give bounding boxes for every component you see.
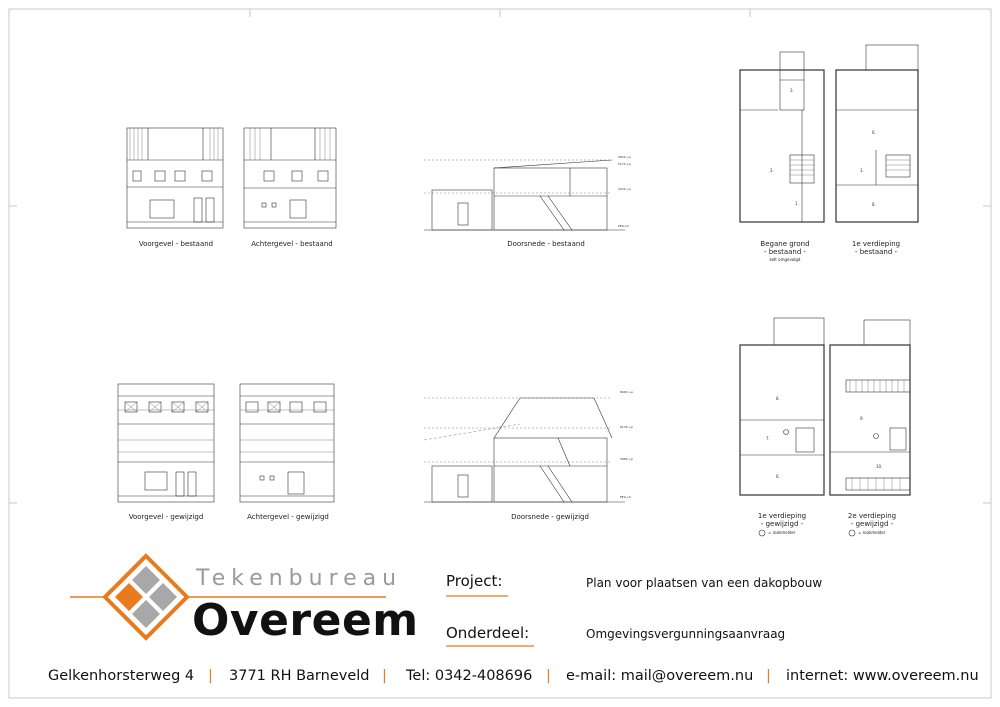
svg-text:8660 +p: 8660 +p (620, 390, 634, 394)
footer-address: Gelkenhorsterweg 4 (48, 668, 195, 684)
svg-text:1.: 1. (860, 168, 864, 173)
label-2e-verdieping-gewijzigd-line1: 2e verdieping (847, 512, 897, 520)
eerste-verdieping-bestaand-drawing (836, 45, 918, 222)
svg-text:6130 +p: 6130 +p (620, 425, 634, 429)
label-begane-grond-line1: Begane grond (760, 240, 810, 248)
svg-text:3220 +p: 3220 +p (618, 187, 632, 191)
tweede-verdieping-gewijzigd-drawing (830, 320, 910, 536)
onderdeel-label: Onderdeel: (446, 624, 530, 642)
label-begane-grond-note: kelt omgevolgd (769, 257, 801, 262)
onderdeel-value: Omgevingsvergunningsaanvraag (586, 627, 786, 641)
svg-text:10.: 10. (876, 464, 883, 469)
footer-city: 3771 RH Barneveld (229, 668, 370, 684)
svg-text:2.: 2. (770, 168, 774, 173)
label-doorsnede-bestaand: Doorsnede - bestaand (507, 240, 585, 248)
footer-contact (0, 664, 1000, 692)
svg-text:8.: 8. (872, 202, 876, 207)
legend-rookmelder-2: = rookmelder (858, 530, 886, 535)
doorsnede-bestaand-drawing (424, 155, 631, 230)
label-voorgevel-gewijzigd: Voorgevel - gewijzigd (128, 513, 204, 521)
label-1e-verdieping-gewijzigd-line1: 1e verdieping (757, 512, 807, 520)
project-value: Plan voor plaatsen van een dakopbouw (586, 576, 823, 590)
label-1e-verdieping-bestaand-line1: 1e verdieping (851, 240, 901, 248)
achtergevel-gewijzigd-drawing (240, 384, 334, 502)
footer-separator: | (766, 668, 771, 684)
svg-text:1.: 1. (795, 201, 799, 206)
footer-separator: | (208, 668, 213, 684)
svg-text:8.: 8. (776, 396, 780, 401)
svg-text:PEIL+0: PEIL+0 (618, 224, 629, 228)
svg-text:5170 +p: 5170 +p (618, 162, 632, 166)
begane-grond-bestaand-drawing (740, 52, 824, 222)
project-label: Project: (446, 572, 503, 590)
logo-diamond (105, 556, 187, 638)
achtergevel-bestaand-drawing (244, 128, 336, 228)
svg-text:6.: 6. (776, 474, 780, 479)
svg-text:6.: 6. (872, 130, 876, 135)
svg-text:PEIL+0: PEIL+0 (620, 495, 631, 499)
label-achtergevel-gewijzigd: Achtergevel - gewijzigd (247, 513, 329, 521)
label-1e-verdieping-bestaand-line2: - bestaand - (854, 248, 898, 256)
svg-text:2880 +p: 2880 +p (620, 457, 634, 461)
eerste-verdieping-gewijzigd-drawing (740, 318, 824, 536)
svg-text:9.: 9. (860, 416, 864, 421)
svg-text:7.: 7. (766, 436, 770, 441)
footer-tel: Tel: 0342-408696 (406, 668, 533, 684)
footer-internet: internet: www.overeem.nu (786, 668, 979, 684)
footer-separator: | (382, 668, 387, 684)
voorgevel-gewijzigd-drawing (118, 384, 214, 502)
label-begane-grond-line2: - bestaand - (763, 248, 807, 256)
label-2e-verdieping-gewijzigd-line2: - gewijzigd - (850, 520, 894, 528)
brand-tekenbureau: Tekenbureau (196, 566, 403, 591)
svg-text:5820 +p: 5820 +p (618, 155, 632, 159)
label-1e-verdieping-gewijzigd-line2: - gewijzigd - (760, 520, 804, 528)
svg-text:3.: 3. (790, 88, 794, 93)
brand-overeem: Overeem (192, 595, 419, 646)
label-achtergevel-bestaand: Achtergevel - bestaand (251, 240, 333, 248)
legend-rookmelder-1: = rookmelder (768, 530, 796, 535)
footer-separator: | (546, 668, 551, 684)
doorsnede-gewijzigd-drawing (424, 390, 633, 502)
label-voorgevel-bestaand: Voorgevel - bestaand (138, 240, 214, 248)
label-doorsnede-gewijzigd: Doorsnede - gewijzigd (511, 513, 589, 521)
footer-email: e-mail: mail@overeem.nu (566, 668, 754, 684)
voorgevel-bestaand-drawing (127, 128, 223, 228)
